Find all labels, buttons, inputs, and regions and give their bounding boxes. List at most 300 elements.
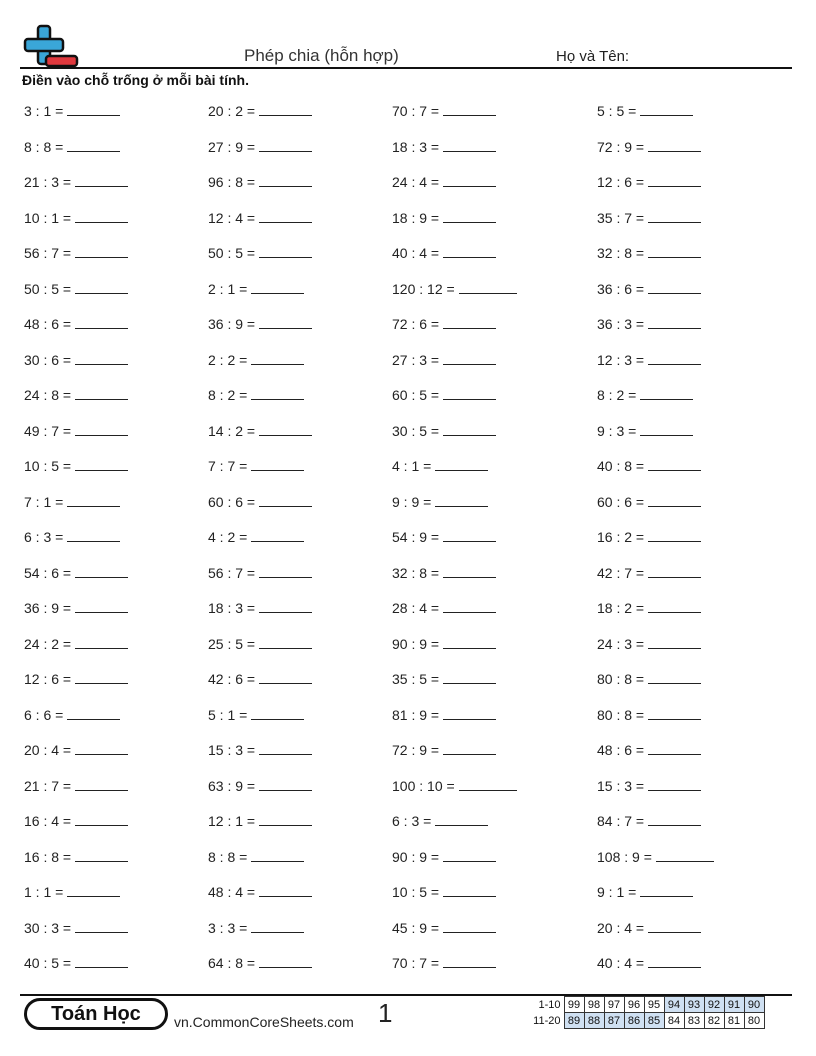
problem-text: 5 : 5 = — [597, 103, 637, 119]
problem-item — [597, 919, 701, 937]
answer-blank[interactable] — [443, 954, 496, 968]
problem-item — [392, 173, 496, 191]
score-cell: 81 — [724, 1013, 744, 1029]
problem-item — [208, 706, 304, 724]
answer-blank[interactable] — [259, 493, 312, 507]
answer-blank[interactable] — [648, 706, 701, 720]
answer-blank[interactable] — [443, 351, 496, 365]
problem-text: 36 : 9 = — [24, 600, 72, 616]
answer-blank[interactable] — [640, 883, 693, 897]
answer-blank[interactable] — [75, 564, 128, 578]
problem-text: 8 : 2 = — [597, 387, 637, 403]
problem-item — [24, 635, 128, 653]
score-cell: 80 — [744, 1013, 764, 1029]
answer-blank[interactable] — [75, 777, 128, 791]
problem-text: 12 : 4 = — [208, 210, 256, 226]
problem-item — [392, 954, 496, 972]
problem-text: 8 : 8 = — [24, 139, 64, 155]
problem-text: 1 : 1 = — [24, 884, 64, 900]
answer-blank[interactable] — [75, 599, 128, 613]
problem-text: 28 : 4 = — [392, 600, 440, 616]
answer-blank[interactable] — [75, 173, 128, 187]
answer-blank[interactable] — [648, 528, 701, 542]
answer-blank[interactable] — [648, 954, 701, 968]
problem-item — [392, 848, 496, 866]
problem-text: 35 : 5 = — [392, 671, 440, 687]
problem-item — [597, 280, 701, 298]
problem-item — [392, 422, 496, 440]
problem-text: 10 : 5 = — [392, 884, 440, 900]
answer-blank[interactable] — [67, 883, 120, 897]
answer-blank[interactable] — [443, 706, 496, 720]
answer-blank[interactable] — [443, 244, 496, 258]
problem-item — [597, 741, 701, 759]
problem-text: 10 : 1 = — [24, 210, 72, 226]
problem-text: 6 : 3 = — [24, 529, 64, 545]
problem-text: 4 : 1 = — [392, 458, 432, 474]
answer-blank[interactable] — [259, 883, 312, 897]
problem-text: 14 : 2 = — [208, 423, 256, 439]
answer-blank[interactable] — [648, 315, 701, 329]
answer-blank[interactable] — [443, 919, 496, 933]
problem-text: 48 : 4 = — [208, 884, 256, 900]
answer-blank[interactable] — [443, 102, 496, 116]
problem-item — [24, 741, 128, 759]
problem-text: 24 : 3 = — [597, 636, 645, 652]
problem-text: 3 : 3 = — [208, 920, 248, 936]
header-divider — [20, 67, 792, 69]
problem-item — [392, 102, 496, 120]
problem-text: 16 : 8 = — [24, 849, 72, 865]
answer-blank[interactable] — [75, 919, 128, 933]
problem-item — [597, 706, 701, 724]
problem-text: 2 : 2 = — [208, 352, 248, 368]
score-cell: 98 — [584, 997, 604, 1013]
name-label: Họ và Tên: — [556, 48, 630, 65]
answer-blank[interactable] — [67, 528, 120, 542]
answer-blank[interactable] — [75, 280, 128, 294]
problem-item — [24, 351, 128, 369]
problem-item — [24, 564, 128, 582]
answer-blank[interactable] — [259, 777, 312, 791]
problem-text: 2 : 1 = — [208, 281, 248, 297]
answer-blank[interactable] — [656, 848, 714, 862]
answer-blank[interactable] — [67, 706, 120, 720]
answer-blank[interactable] — [443, 599, 496, 613]
problem-text: 9 : 9 = — [392, 494, 432, 510]
answer-blank[interactable] — [75, 670, 128, 684]
answer-blank[interactable] — [648, 280, 701, 294]
score-table — [528, 996, 765, 1029]
score-cell: 86 — [624, 1013, 644, 1029]
problem-item — [392, 777, 517, 795]
problem-text: 96 : 8 = — [208, 174, 256, 190]
answer-blank[interactable] — [640, 102, 693, 116]
problem-text: 50 : 5 = — [208, 245, 256, 261]
problem-text: 35 : 7 = — [597, 210, 645, 226]
problem-item — [392, 564, 496, 582]
score-cell: 83 — [684, 1013, 704, 1029]
problem-text: 3 : 1 = — [24, 103, 64, 119]
answer-blank[interactable] — [648, 138, 701, 152]
problem-item — [597, 102, 693, 120]
problem-text: 108 : 9 = — [597, 849, 652, 865]
problem-item — [392, 599, 496, 617]
problem-item — [208, 670, 312, 688]
score-cell: 92 — [704, 997, 724, 1013]
problem-item — [24, 919, 128, 937]
score-cell: 82 — [704, 1013, 724, 1029]
page-title: Phép chia (hỗn hợp) — [244, 46, 399, 65]
answer-blank[interactable] — [259, 173, 312, 187]
problem-item — [208, 635, 312, 653]
answer-blank[interactable] — [648, 599, 701, 613]
answer-blank[interactable] — [67, 138, 120, 152]
problem-item — [208, 244, 312, 262]
answer-blank[interactable] — [259, 244, 312, 258]
answer-blank[interactable] — [259, 812, 312, 826]
answer-blank[interactable] — [75, 209, 128, 223]
problem-item — [597, 138, 701, 156]
problem-item — [24, 173, 128, 191]
plus-minus-logo-icon — [22, 24, 80, 68]
answer-blank[interactable] — [443, 848, 496, 862]
problem-item — [208, 351, 304, 369]
problem-text: 20 : 2 = — [208, 103, 256, 119]
problem-item — [597, 635, 701, 653]
problem-text: 15 : 3 = — [208, 742, 256, 758]
problem-item — [208, 138, 312, 156]
answer-blank[interactable] — [648, 564, 701, 578]
problem-text: 9 : 3 = — [597, 423, 637, 439]
score-cell: 99 — [564, 997, 584, 1013]
answer-blank[interactable] — [648, 493, 701, 507]
answer-blank[interactable] — [443, 883, 496, 897]
problem-text: 32 : 8 = — [597, 245, 645, 261]
answer-blank[interactable] — [67, 493, 120, 507]
problem-text: 80 : 8 = — [597, 671, 645, 687]
answer-blank[interactable] — [75, 635, 128, 649]
problem-text: 64 : 8 = — [208, 955, 256, 971]
answer-blank[interactable] — [259, 138, 312, 152]
problem-text: 24 : 2 = — [24, 636, 72, 652]
problem-item — [208, 812, 312, 830]
answer-blank[interactable] — [251, 386, 304, 400]
score-cell: 93 — [684, 997, 704, 1013]
problem-item — [208, 209, 312, 227]
problem-text: 6 : 6 = — [24, 707, 64, 723]
answer-blank[interactable] — [648, 173, 701, 187]
score-cell: 97 — [604, 997, 624, 1013]
score-cell: 85 — [644, 1013, 664, 1029]
problem-text: 16 : 4 = — [24, 813, 72, 829]
score-cell: 91 — [724, 997, 744, 1013]
site-url: vn.CommonCoreSheets.com — [174, 1014, 354, 1030]
answer-blank[interactable] — [259, 954, 312, 968]
problem-text: 4 : 2 = — [208, 529, 248, 545]
problem-text: 42 : 7 = — [597, 565, 645, 581]
problem-text: 18 : 3 = — [392, 139, 440, 155]
answer-blank[interactable] — [443, 741, 496, 755]
problem-text: 49 : 7 = — [24, 423, 72, 439]
problem-item — [392, 812, 488, 830]
problem-item — [597, 351, 701, 369]
problem-text: 90 : 9 = — [392, 849, 440, 865]
answer-blank[interactable] — [648, 777, 701, 791]
problem-text: 54 : 9 = — [392, 529, 440, 545]
answer-blank[interactable] — [75, 812, 128, 826]
answer-blank[interactable] — [259, 635, 312, 649]
answer-blank[interactable] — [259, 564, 312, 578]
answer-blank[interactable] — [251, 919, 304, 933]
instructions: Điền vào chỗ trống ở mỗi bài tính. — [22, 72, 249, 88]
answer-blank[interactable] — [648, 457, 701, 471]
problem-text: 36 : 9 = — [208, 316, 256, 332]
problem-text: 50 : 5 = — [24, 281, 72, 297]
problem-text: 27 : 3 = — [392, 352, 440, 368]
problem-item — [208, 386, 304, 404]
problem-item — [392, 386, 496, 404]
problem-text: 72 : 9 = — [597, 139, 645, 155]
problem-item — [24, 209, 128, 227]
problem-item — [597, 599, 701, 617]
problem-text: 8 : 8 = — [208, 849, 248, 865]
answer-blank[interactable] — [251, 706, 304, 720]
problem-text: 42 : 6 = — [208, 671, 256, 687]
problem-item — [24, 315, 128, 333]
problem-text: 56 : 7 = — [24, 245, 72, 261]
problem-text: 81 : 9 = — [392, 707, 440, 723]
problem-text: 84 : 7 = — [597, 813, 645, 829]
problem-item — [208, 315, 312, 333]
problem-item — [24, 706, 120, 724]
score-cell: 94 — [664, 997, 684, 1013]
answer-blank[interactable] — [648, 244, 701, 258]
answer-blank[interactable] — [251, 351, 304, 365]
answer-blank[interactable] — [75, 386, 128, 400]
answer-blank[interactable] — [443, 209, 496, 223]
problem-item — [597, 244, 701, 262]
problem-item — [392, 280, 517, 298]
score-cell: 84 — [664, 1013, 684, 1029]
problem-text: 63 : 9 = — [208, 778, 256, 794]
answer-blank[interactable] — [75, 954, 128, 968]
problem-text: 30 : 5 = — [392, 423, 440, 439]
problem-text: 100 : 10 = — [392, 778, 455, 794]
problem-text: 36 : 6 = — [597, 281, 645, 297]
problem-item — [208, 741, 312, 759]
answer-blank[interactable] — [648, 209, 701, 223]
problem-item — [597, 528, 701, 546]
problem-item — [208, 777, 312, 795]
answer-blank[interactable] — [75, 457, 128, 471]
problem-item — [597, 564, 701, 582]
problem-text: 70 : 7 = — [392, 103, 440, 119]
score-cell: 87 — [604, 1013, 624, 1029]
problem-text: 72 : 6 = — [392, 316, 440, 332]
problem-grid — [0, 92, 816, 982]
answer-blank[interactable] — [648, 351, 701, 365]
answer-blank[interactable] — [259, 422, 312, 436]
problem-text: 24 : 4 = — [392, 174, 440, 190]
answer-blank[interactable] — [459, 777, 517, 791]
problem-text: 60 : 5 = — [392, 387, 440, 403]
answer-blank[interactable] — [75, 741, 128, 755]
problem-item — [392, 209, 496, 227]
answer-blank[interactable] — [640, 422, 693, 436]
problem-text: 9 : 1 = — [597, 884, 637, 900]
problem-text: 90 : 9 = — [392, 636, 440, 652]
answer-blank[interactable] — [435, 493, 488, 507]
problem-text: 32 : 8 = — [392, 565, 440, 581]
answer-blank[interactable] — [251, 528, 304, 542]
problem-text: 70 : 7 = — [392, 955, 440, 971]
answer-blank[interactable] — [75, 315, 128, 329]
problem-text: 10 : 5 = — [24, 458, 72, 474]
problem-item — [392, 670, 496, 688]
problem-item — [392, 351, 496, 369]
problem-item — [597, 173, 701, 191]
answer-blank[interactable] — [75, 244, 128, 258]
score-cell: 96 — [624, 997, 644, 1013]
problem-item — [208, 457, 304, 475]
answer-blank[interactable] — [443, 138, 496, 152]
problem-text: 27 : 9 = — [208, 139, 256, 155]
problem-item — [392, 244, 496, 262]
problem-item — [597, 209, 701, 227]
problem-item — [392, 493, 488, 511]
problem-text: 12 : 3 = — [597, 352, 645, 368]
answer-blank[interactable] — [640, 386, 693, 400]
problem-text: 72 : 9 = — [392, 742, 440, 758]
problem-item — [208, 173, 312, 191]
problem-text: 16 : 2 = — [597, 529, 645, 545]
problem-item — [24, 244, 128, 262]
problem-text: 20 : 4 = — [597, 920, 645, 936]
problem-text: 5 : 1 = — [208, 707, 248, 723]
answer-blank[interactable] — [443, 635, 496, 649]
answer-blank[interactable] — [648, 741, 701, 755]
problem-item — [24, 138, 120, 156]
answer-blank[interactable] — [259, 670, 312, 684]
problem-item — [597, 954, 701, 972]
answer-blank[interactable] — [648, 635, 701, 649]
problem-text: 60 : 6 = — [208, 494, 256, 510]
answer-blank[interactable] — [259, 102, 312, 116]
problem-text: 20 : 4 = — [24, 742, 72, 758]
problem-text: 40 : 8 = — [597, 458, 645, 474]
answer-blank[interactable] — [435, 457, 488, 471]
problem-item — [24, 812, 128, 830]
answer-blank[interactable] — [443, 386, 496, 400]
answer-blank[interactable] — [648, 812, 701, 826]
problem-item — [24, 422, 128, 440]
problem-item — [597, 883, 693, 901]
problem-item — [597, 493, 701, 511]
problem-text: 56 : 7 = — [208, 565, 256, 581]
page-number: 1 — [378, 998, 393, 1028]
problem-text: 18 : 9 = — [392, 210, 440, 226]
problem-item — [392, 706, 496, 724]
answer-blank[interactable] — [648, 919, 701, 933]
problem-text: 18 : 2 = — [597, 600, 645, 616]
answer-blank[interactable] — [75, 422, 128, 436]
answer-blank[interactable] — [259, 315, 312, 329]
score-cell: 90 — [744, 997, 764, 1013]
problem-item — [392, 919, 496, 937]
problem-text: 40 : 5 = — [24, 955, 72, 971]
problem-text: 12 : 6 = — [597, 174, 645, 190]
answer-blank[interactable] — [259, 741, 312, 755]
problem-text: 8 : 2 = — [208, 387, 248, 403]
score-cell: 89 — [564, 1013, 584, 1029]
score-row-2 — [528, 1013, 764, 1029]
problem-item — [597, 386, 693, 404]
problem-text: 48 : 6 = — [597, 742, 645, 758]
problem-item — [24, 280, 128, 298]
answer-blank[interactable] — [75, 351, 128, 365]
problem-text: 40 : 4 = — [597, 955, 645, 971]
problem-item — [208, 280, 304, 298]
problem-item — [208, 919, 304, 937]
problem-text: 36 : 3 = — [597, 316, 645, 332]
answer-blank[interactable] — [435, 812, 488, 826]
answer-blank[interactable] — [443, 564, 496, 578]
answer-blank[interactable] — [67, 102, 120, 116]
problem-item — [597, 777, 701, 795]
problem-item — [392, 883, 496, 901]
problem-item — [597, 670, 701, 688]
problem-item — [597, 422, 693, 440]
problem-text: 21 : 7 = — [24, 778, 72, 794]
problem-item — [24, 386, 128, 404]
answer-blank[interactable] — [259, 599, 312, 613]
problem-item — [24, 848, 128, 866]
answer-blank[interactable] — [443, 670, 496, 684]
problem-item — [392, 138, 496, 156]
problem-text: 45 : 9 = — [392, 920, 440, 936]
answer-blank[interactable] — [443, 315, 496, 329]
problem-item — [392, 315, 496, 333]
problem-text: 6 : 3 = — [392, 813, 432, 829]
answer-blank[interactable] — [75, 848, 128, 862]
problem-text: 60 : 6 = — [597, 494, 645, 510]
score-cell: 88 — [584, 1013, 604, 1029]
score-row-label: 11-20 — [533, 1014, 561, 1027]
problem-text: 120 : 12 = — [392, 281, 455, 297]
answer-blank[interactable] — [251, 280, 304, 294]
problem-item — [208, 599, 312, 617]
answer-blank[interactable] — [251, 457, 304, 471]
problem-item — [208, 528, 304, 546]
problem-text: 48 : 6 = — [24, 316, 72, 332]
answer-blank[interactable] — [443, 528, 496, 542]
answer-blank[interactable] — [259, 209, 312, 223]
problem-item — [208, 564, 312, 582]
problem-text: 18 : 3 = — [208, 600, 256, 616]
problem-text: 30 : 6 = — [24, 352, 72, 368]
problem-item — [208, 848, 304, 866]
problem-item — [24, 777, 128, 795]
problem-item — [208, 954, 312, 972]
problem-text: 12 : 1 = — [208, 813, 256, 829]
answer-blank[interactable] — [459, 280, 517, 294]
answer-blank[interactable] — [443, 422, 496, 436]
answer-blank[interactable] — [443, 173, 496, 187]
answer-blank[interactable] — [648, 670, 701, 684]
answer-blank[interactable] — [251, 848, 304, 862]
problem-text: 12 : 6 = — [24, 671, 72, 687]
